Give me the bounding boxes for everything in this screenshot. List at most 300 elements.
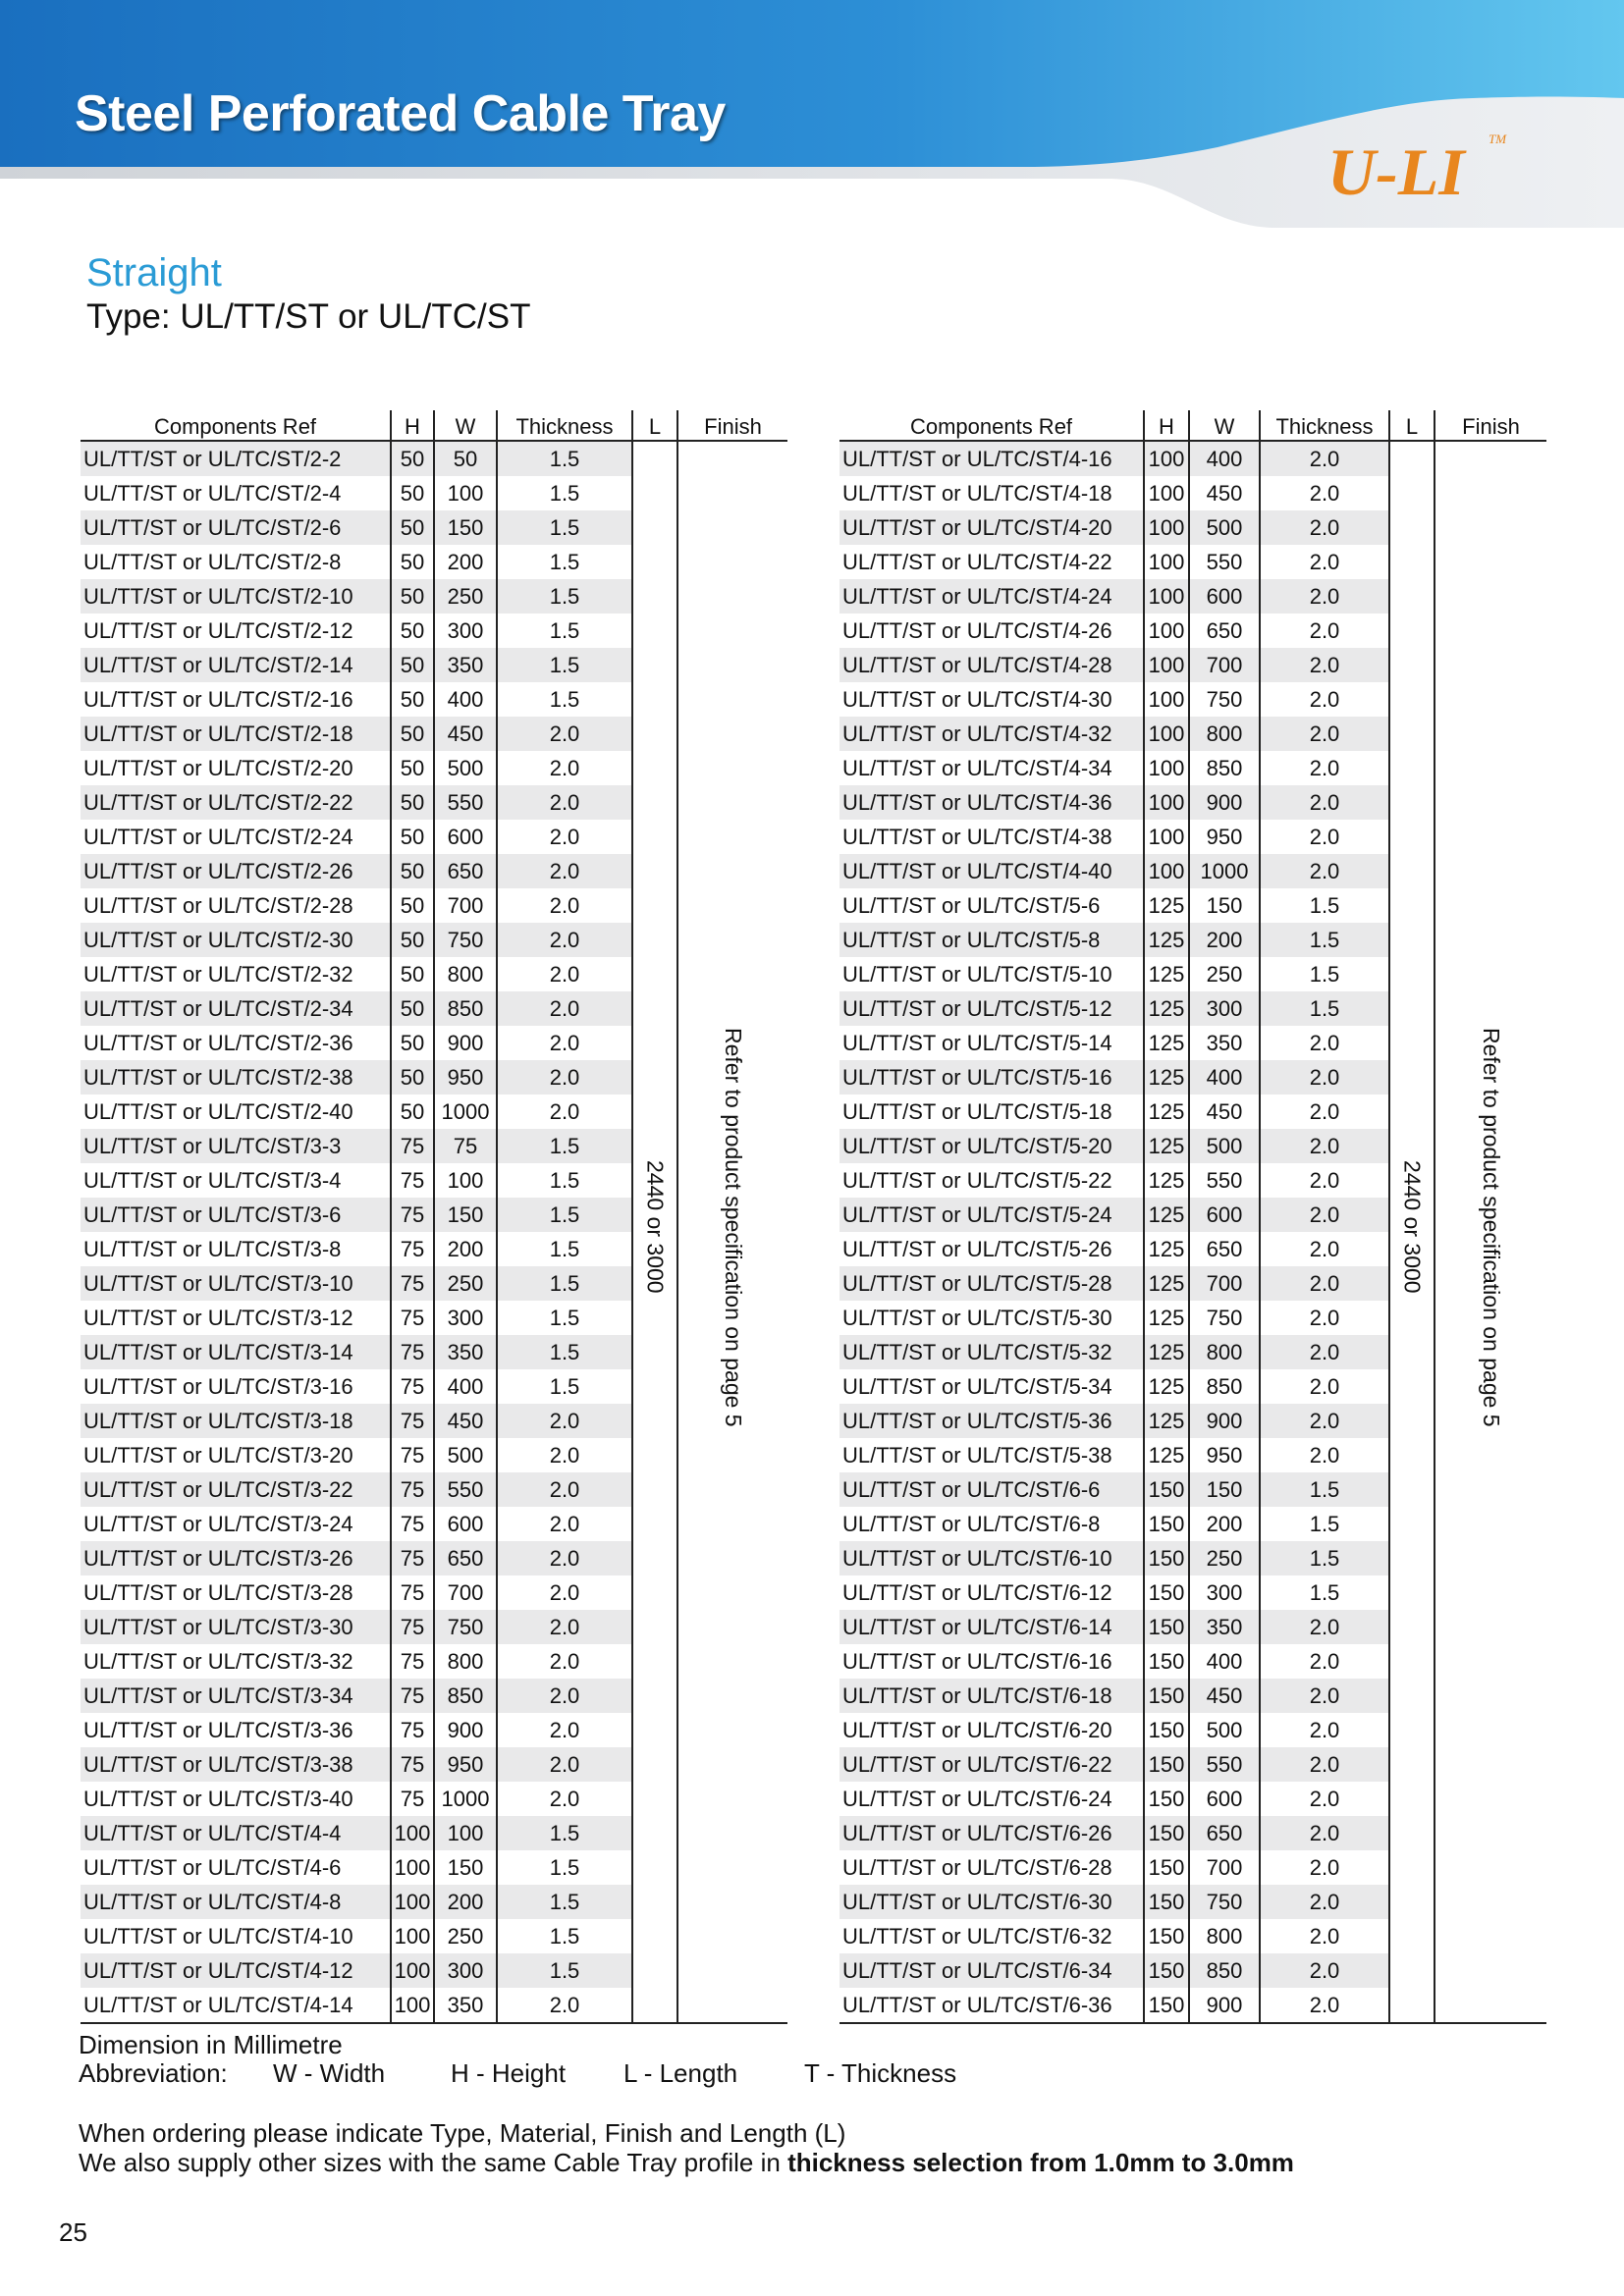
cell-thickness: 1.5 <box>497 545 632 579</box>
cell-h: 50 <box>391 476 434 510</box>
cell-ref: UL/TT/ST or UL/TC/ST/3-16 <box>81 1369 391 1404</box>
cell-thickness: 2.0 <box>497 1747 632 1782</box>
supply-note-bold: thickness selection from 1.0mm to 3.0mm <box>787 2148 1294 2177</box>
cell-thickness: 2.0 <box>1260 614 1389 648</box>
cell-ref: UL/TT/ST or UL/TC/ST/4-28 <box>839 648 1144 682</box>
cell-w: 850 <box>1189 751 1260 785</box>
cell-ref: UL/TT/ST or UL/TC/ST/2-20 <box>81 751 391 785</box>
cell-w: 950 <box>1189 1438 1260 1472</box>
cell-ref: UL/TT/ST or UL/TC/ST/4-12 <box>81 1953 391 1988</box>
dimension-note: Dimension in Millimetre <box>79 2030 343 2059</box>
cell-ref: UL/TT/ST or UL/TC/ST/2-30 <box>81 923 391 957</box>
section-title: Straight <box>86 251 222 294</box>
cell-ref: UL/TT/ST or UL/TC/ST/3-22 <box>81 1472 391 1507</box>
cell-thickness: 1.5 <box>497 1335 632 1369</box>
cell-ref: UL/TT/ST or UL/TC/ST/6-18 <box>839 1679 1144 1713</box>
cell-thickness: 1.5 <box>497 1885 632 1919</box>
cell-w: 750 <box>1189 682 1260 717</box>
cell-h: 125 <box>1144 957 1189 991</box>
cell-ref: UL/TT/ST or UL/TC/ST/5-20 <box>839 1129 1144 1163</box>
cell-ref: UL/TT/ST or UL/TC/ST/3-10 <box>81 1266 391 1301</box>
cell-h: 150 <box>1144 1816 1189 1850</box>
cell-h: 100 <box>1144 854 1189 888</box>
cell-h: 150 <box>1144 1953 1189 1988</box>
cell-w: 950 <box>434 1747 497 1782</box>
cell-ref: UL/TT/ST or UL/TC/ST/6-26 <box>839 1816 1144 1850</box>
cell-w: 300 <box>1189 991 1260 1026</box>
cell-ref: UL/TT/ST or UL/TC/ST/5-28 <box>839 1266 1144 1301</box>
cell-thickness: 2.0 <box>497 751 632 785</box>
cell-ref: UL/TT/ST or UL/TC/ST/2-40 <box>81 1095 391 1129</box>
cell-w: 450 <box>434 1404 497 1438</box>
cell-thickness: 2.0 <box>497 957 632 991</box>
cell-w: 450 <box>434 717 497 751</box>
cell-h: 100 <box>391 1816 434 1850</box>
cell-w: 700 <box>434 888 497 923</box>
cell-h: 75 <box>391 1782 434 1816</box>
cell-w: 850 <box>434 991 497 1026</box>
cell-ref: UL/TT/ST or UL/TC/ST/2-10 <box>81 579 391 614</box>
cell-ref: UL/TT/ST or UL/TC/ST/4-10 <box>81 1919 391 1953</box>
cell-ref: UL/TT/ST or UL/TC/ST/3-26 <box>81 1541 391 1575</box>
cell-thickness: 2.0 <box>497 1541 632 1575</box>
cell-w: 450 <box>1189 476 1260 510</box>
cell-h: 75 <box>391 1163 434 1198</box>
cell-h: 75 <box>391 1610 434 1644</box>
cell-h: 75 <box>391 1232 434 1266</box>
cell-h: 50 <box>391 614 434 648</box>
cell-ref: UL/TT/ST or UL/TC/ST/3-8 <box>81 1232 391 1266</box>
cell-h: 150 <box>1144 1885 1189 1919</box>
cell-thickness: 2.0 <box>497 1713 632 1747</box>
cell-thickness: 1.5 <box>497 1266 632 1301</box>
length-cell <box>632 441 677 2023</box>
cell-h: 125 <box>1144 1060 1189 1095</box>
cell-thickness: 2.0 <box>1260 1232 1389 1266</box>
cell-ref: UL/TT/ST or UL/TC/ST/3-18 <box>81 1404 391 1438</box>
cell-thickness: 2.0 <box>1260 1438 1389 1472</box>
supply-note <box>79 2148 1294 2178</box>
cell-ref: UL/TT/ST or UL/TC/ST/5-10 <box>839 957 1144 991</box>
cell-thickness: 2.0 <box>497 820 632 854</box>
cell-ref: UL/TT/ST or UL/TC/ST/5-34 <box>839 1369 1144 1404</box>
cell-h: 125 <box>1144 1129 1189 1163</box>
cell-thickness: 2.0 <box>497 785 632 820</box>
length-note: 2440 or 3000 <box>1399 1160 1426 1294</box>
cell-w: 200 <box>434 1232 497 1266</box>
cell-w: 550 <box>1189 1747 1260 1782</box>
cell-w: 350 <box>1189 1026 1260 1060</box>
cell-ref: UL/TT/ST or UL/TC/ST/4-34 <box>839 751 1144 785</box>
cell-w: 400 <box>1189 441 1260 476</box>
cell-h: 75 <box>391 1541 434 1575</box>
cell-thickness: 2.0 <box>1260 717 1389 751</box>
cell-ref: UL/TT/ST or UL/TC/ST/4-24 <box>839 579 1144 614</box>
cell-w: 650 <box>434 1541 497 1575</box>
cell-ref: UL/TT/ST or UL/TC/ST/4-6 <box>81 1850 391 1885</box>
cell-w: 650 <box>1189 614 1260 648</box>
cell-w: 200 <box>1189 1507 1260 1541</box>
cell-thickness: 1.5 <box>1260 991 1389 1026</box>
cell-thickness: 2.0 <box>497 1575 632 1610</box>
cell-thickness: 2.0 <box>1260 1644 1389 1679</box>
cell-ref: UL/TT/ST or UL/TC/ST/5-32 <box>839 1335 1144 1369</box>
cell-h: 150 <box>1144 1919 1189 1953</box>
cell-w: 800 <box>1189 1919 1260 1953</box>
cell-ref: UL/TT/ST or UL/TC/ST/6-20 <box>839 1713 1144 1747</box>
cell-thickness: 2.0 <box>1260 1163 1389 1198</box>
col-header-h: H <box>391 410 434 441</box>
cell-w: 250 <box>1189 1541 1260 1575</box>
cell-ref: UL/TT/ST or UL/TC/ST/2-28 <box>81 888 391 923</box>
cell-w: 500 <box>1189 1129 1260 1163</box>
cell-thickness: 2.0 <box>1260 1919 1389 1953</box>
cell-thickness: 1.5 <box>497 1232 632 1266</box>
cell-thickness: 1.5 <box>497 476 632 510</box>
cell-ref: UL/TT/ST or UL/TC/ST/5-6 <box>839 888 1144 923</box>
cell-ref: UL/TT/ST or UL/TC/ST/4-38 <box>839 820 1144 854</box>
cell-ref: UL/TT/ST or UL/TC/ST/4-4 <box>81 1816 391 1850</box>
abbr-height: H - Height <box>451 2058 567 2088</box>
cell-ref: UL/TT/ST or UL/TC/ST/4-22 <box>839 545 1144 579</box>
cell-w: 950 <box>434 1060 497 1095</box>
cell-ref: UL/TT/ST or UL/TC/ST/3-14 <box>81 1335 391 1369</box>
cell-ref: UL/TT/ST or UL/TC/ST/4-40 <box>839 854 1144 888</box>
page-number: 25 <box>59 2217 87 2247</box>
cell-h: 125 <box>1144 888 1189 923</box>
col-header-l: L <box>632 410 677 441</box>
cell-w: 500 <box>434 1438 497 1472</box>
cell-w: 350 <box>434 648 497 682</box>
cell-ref: UL/TT/ST or UL/TC/ST/2-8 <box>81 545 391 579</box>
cell-ref: UL/TT/ST or UL/TC/ST/6-22 <box>839 1747 1144 1782</box>
finish-cell <box>677 441 787 2023</box>
col-header-thickness: Thickness <box>497 410 632 441</box>
cell-h: 50 <box>391 648 434 682</box>
cell-w: 250 <box>434 579 497 614</box>
cell-thickness: 2.0 <box>1260 1713 1389 1747</box>
cell-h: 150 <box>1144 1610 1189 1644</box>
cell-ref: UL/TT/ST or UL/TC/ST/2-6 <box>81 510 391 545</box>
cell-ref: UL/TT/ST or UL/TC/ST/2-2 <box>81 441 391 476</box>
cell-ref: UL/TT/ST or UL/TC/ST/3-6 <box>81 1198 391 1232</box>
cell-thickness: 2.0 <box>1260 785 1389 820</box>
cell-w: 600 <box>434 820 497 854</box>
cell-thickness: 2.0 <box>1260 1747 1389 1782</box>
cell-ref: UL/TT/ST or UL/TC/ST/4-32 <box>839 717 1144 751</box>
cell-ref: UL/TT/ST or UL/TC/ST/4-26 <box>839 614 1144 648</box>
cell-w: 750 <box>1189 1301 1260 1335</box>
cell-h: 75 <box>391 1266 434 1301</box>
cell-w: 900 <box>1189 1988 1260 2023</box>
cell-w: 400 <box>1189 1644 1260 1679</box>
cell-thickness: 2.0 <box>497 1026 632 1060</box>
cell-ref: UL/TT/ST or UL/TC/ST/3-40 <box>81 1782 391 1816</box>
cell-w: 450 <box>1189 1095 1260 1129</box>
col-header-w: W <box>1189 410 1260 441</box>
cell-h: 125 <box>1144 1198 1189 1232</box>
cell-thickness: 1.5 <box>1260 923 1389 957</box>
cell-h: 100 <box>391 1988 434 2023</box>
abbr-thickness: T - Thickness <box>804 2058 957 2088</box>
cell-h: 125 <box>1144 1026 1189 1060</box>
cell-w: 900 <box>434 1026 497 1060</box>
col-header-w: W <box>434 410 497 441</box>
cell-h: 50 <box>391 1026 434 1060</box>
cell-w: 800 <box>1189 1335 1260 1369</box>
trademark-mark: TM <box>1489 132 1507 146</box>
cell-thickness: 1.5 <box>1260 1575 1389 1610</box>
cell-w: 650 <box>434 854 497 888</box>
cell-ref: UL/TT/ST or UL/TC/ST/6-36 <box>839 1988 1144 2023</box>
cell-w: 250 <box>434 1919 497 1953</box>
cell-h: 50 <box>391 717 434 751</box>
length-note: 2440 or 3000 <box>642 1160 669 1294</box>
cell-w: 300 <box>434 1301 497 1335</box>
cell-ref: UL/TT/ST or UL/TC/ST/2-36 <box>81 1026 391 1060</box>
cell-ref: UL/TT/ST or UL/TC/ST/3-28 <box>81 1575 391 1610</box>
cell-h: 75 <box>391 1335 434 1369</box>
cell-h: 100 <box>1144 614 1189 648</box>
cell-thickness: 1.5 <box>497 1369 632 1404</box>
cell-h: 50 <box>391 820 434 854</box>
cell-ref: UL/TT/ST or UL/TC/ST/3-20 <box>81 1438 391 1472</box>
cell-ref: UL/TT/ST or UL/TC/ST/6-24 <box>839 1782 1144 1816</box>
cell-thickness: 2.0 <box>1260 1988 1389 2023</box>
cell-thickness: 2.0 <box>1260 476 1389 510</box>
cell-h: 100 <box>1144 510 1189 545</box>
cell-w: 150 <box>434 1198 497 1232</box>
cell-h: 50 <box>391 1060 434 1095</box>
cell-thickness: 2.0 <box>1260 1953 1389 1988</box>
cell-w: 850 <box>434 1679 497 1713</box>
finish-cell <box>1435 441 1546 2023</box>
col-header-thickness: Thickness <box>1260 410 1389 441</box>
cell-w: 400 <box>434 1369 497 1404</box>
cell-thickness: 2.0 <box>497 1679 632 1713</box>
abbr-length: L - Length <box>623 2058 738 2088</box>
cell-w: 150 <box>434 510 497 545</box>
cell-h: 150 <box>1144 1472 1189 1507</box>
cell-ref: UL/TT/ST or UL/TC/ST/5-38 <box>839 1438 1144 1472</box>
cell-ref: UL/TT/ST or UL/TC/ST/6-32 <box>839 1919 1144 1953</box>
cell-ref: UL/TT/ST or UL/TC/ST/3-30 <box>81 1610 391 1644</box>
cell-ref: UL/TT/ST or UL/TC/ST/6-34 <box>839 1953 1144 1988</box>
cell-w: 200 <box>1189 923 1260 957</box>
supply-note-text: We also supply other sizes with the same Cable Tray profile in <box>79 2148 788 2177</box>
cell-h: 50 <box>391 441 434 476</box>
cell-thickness: 1.5 <box>1260 1507 1389 1541</box>
cell-ref: UL/TT/ST or UL/TC/ST/5-18 <box>839 1095 1144 1129</box>
ordering-note: When ordering please indicate Type, Material, Finish and Length (L) <box>79 2118 846 2148</box>
cell-h: 100 <box>1144 785 1189 820</box>
cell-thickness: 2.0 <box>497 854 632 888</box>
cell-h: 75 <box>391 1679 434 1713</box>
cell-w: 700 <box>1189 648 1260 682</box>
cell-ref: UL/TT/ST or UL/TC/ST/5-14 <box>839 1026 1144 1060</box>
cell-thickness: 2.0 <box>497 1782 632 1816</box>
cell-w: 600 <box>1189 579 1260 614</box>
cell-thickness: 1.5 <box>497 614 632 648</box>
cell-thickness: 2.0 <box>497 1610 632 1644</box>
cell-ref: UL/TT/ST or UL/TC/ST/6-10 <box>839 1541 1144 1575</box>
cell-h: 75 <box>391 1747 434 1782</box>
cell-w: 250 <box>1189 957 1260 991</box>
cell-ref: UL/TT/ST or UL/TC/ST/2-38 <box>81 1060 391 1095</box>
cell-thickness: 1.5 <box>497 648 632 682</box>
cell-ref: UL/TT/ST or UL/TC/ST/3-12 <box>81 1301 391 1335</box>
cell-h: 150 <box>1144 1541 1189 1575</box>
cell-w: 900 <box>1189 1404 1260 1438</box>
cell-thickness: 2.0 <box>1260 854 1389 888</box>
abbreviation-line <box>79 2058 956 2089</box>
cell-h: 75 <box>391 1644 434 1679</box>
cell-h: 125 <box>1144 1163 1189 1198</box>
cell-w: 750 <box>1189 1885 1260 1919</box>
cell-w: 950 <box>1189 820 1260 854</box>
cell-h: 75 <box>391 1129 434 1163</box>
cell-thickness: 2.0 <box>1260 1610 1389 1644</box>
abbreviation-label: Abbreviation: <box>79 2058 228 2088</box>
cell-ref: UL/TT/ST or UL/TC/ST/2-34 <box>81 991 391 1026</box>
cell-h: 150 <box>1144 1713 1189 1747</box>
cell-w: 50 <box>434 441 497 476</box>
cell-thickness: 1.5 <box>497 1816 632 1850</box>
cell-w: 350 <box>434 1335 497 1369</box>
cell-h: 50 <box>391 888 434 923</box>
cell-h: 100 <box>391 1850 434 1885</box>
cell-ref: UL/TT/ST or UL/TC/ST/2-4 <box>81 476 391 510</box>
cell-w: 800 <box>434 957 497 991</box>
cell-ref: UL/TT/ST or UL/TC/ST/3-3 <box>81 1129 391 1163</box>
cell-thickness: 2.0 <box>1260 1266 1389 1301</box>
cell-ref: UL/TT/ST or UL/TC/ST/4-16 <box>839 441 1144 476</box>
cell-h: 75 <box>391 1438 434 1472</box>
cell-w: 550 <box>1189 545 1260 579</box>
cell-thickness: 2.0 <box>497 1472 632 1507</box>
cell-ref: UL/TT/ST or UL/TC/ST/2-18 <box>81 717 391 751</box>
cell-ref: UL/TT/ST or UL/TC/ST/6-6 <box>839 1472 1144 1507</box>
cell-ref: UL/TT/ST or UL/TC/ST/5-26 <box>839 1232 1144 1266</box>
cell-h: 100 <box>391 1885 434 1919</box>
cell-ref: UL/TT/ST or UL/TC/ST/4-36 <box>839 785 1144 820</box>
cell-h: 100 <box>1144 579 1189 614</box>
cell-h: 100 <box>391 1919 434 1953</box>
company-logo: U-LI <box>1327 134 1465 209</box>
cell-thickness: 2.0 <box>1260 1026 1389 1060</box>
type-line: Type: UL/TT/ST or UL/TC/ST <box>86 297 531 336</box>
cell-ref: UL/TT/ST or UL/TC/ST/4-8 <box>81 1885 391 1919</box>
cell-ref: UL/TT/ST or UL/TC/ST/5-16 <box>839 1060 1144 1095</box>
spec-table-right <box>839 410 1546 2024</box>
cell-w: 500 <box>1189 1713 1260 1747</box>
cell-thickness: 1.5 <box>1260 1472 1389 1507</box>
finish-note: Refer to product specification on page 5 <box>721 1027 746 1427</box>
cell-h: 50 <box>391 854 434 888</box>
cell-w: 500 <box>434 751 497 785</box>
cell-ref: UL/TT/ST or UL/TC/ST/5-30 <box>839 1301 1144 1335</box>
cell-w: 750 <box>434 1610 497 1644</box>
cell-w: 300 <box>434 1953 497 1988</box>
cell-thickness: 2.0 <box>1260 1060 1389 1095</box>
cell-w: 300 <box>1189 1575 1260 1610</box>
cell-h: 100 <box>1144 441 1189 476</box>
cell-thickness: 2.0 <box>1260 510 1389 545</box>
cell-thickness: 2.0 <box>497 991 632 1026</box>
cell-h: 50 <box>391 751 434 785</box>
cell-h: 75 <box>391 1404 434 1438</box>
cell-thickness: 2.0 <box>497 1404 632 1438</box>
cell-w: 200 <box>434 545 497 579</box>
cell-w: 650 <box>1189 1232 1260 1266</box>
cell-h: 50 <box>391 923 434 957</box>
cell-h: 150 <box>1144 1988 1189 2023</box>
cell-w: 150 <box>1189 888 1260 923</box>
spec-table-left <box>81 410 787 2024</box>
cell-h: 50 <box>391 991 434 1026</box>
cell-h: 100 <box>1144 545 1189 579</box>
cell-w: 250 <box>434 1266 497 1301</box>
cell-thickness: 2.0 <box>497 1644 632 1679</box>
cell-ref: UL/TT/ST or UL/TC/ST/4-14 <box>81 1988 391 2023</box>
page-title: Steel Perforated Cable Tray <box>75 85 726 142</box>
cell-ref: UL/TT/ST or UL/TC/ST/5-12 <box>839 991 1144 1026</box>
cell-thickness: 2.0 <box>1260 648 1389 682</box>
cell-h: 125 <box>1144 1335 1189 1369</box>
cell-thickness: 2.0 <box>1260 545 1389 579</box>
table-row <box>839 441 1546 476</box>
finish-note: Refer to product specification on page 5 <box>1479 1027 1504 1427</box>
cell-thickness: 1.5 <box>497 441 632 476</box>
cell-thickness: 2.0 <box>1260 579 1389 614</box>
cell-thickness: 1.5 <box>497 1850 632 1885</box>
col-header-ref: Components Ref <box>839 410 1144 441</box>
cell-h: 50 <box>391 1095 434 1129</box>
cell-h: 75 <box>391 1369 434 1404</box>
cell-thickness: 2.0 <box>497 1507 632 1541</box>
cell-thickness: 2.0 <box>1260 820 1389 854</box>
cell-w: 150 <box>434 1850 497 1885</box>
cell-h: 50 <box>391 510 434 545</box>
cell-ref: UL/TT/ST or UL/TC/ST/3-36 <box>81 1713 391 1747</box>
cell-ref: UL/TT/ST or UL/TC/ST/3-4 <box>81 1163 391 1198</box>
cell-w: 100 <box>434 476 497 510</box>
cell-w: 550 <box>1189 1163 1260 1198</box>
cell-w: 550 <box>434 1472 497 1507</box>
cell-w: 850 <box>1189 1369 1260 1404</box>
cell-thickness: 2.0 <box>1260 1335 1389 1369</box>
cell-ref: UL/TT/ST or UL/TC/ST/3-32 <box>81 1644 391 1679</box>
cell-ref: UL/TT/ST or UL/TC/ST/3-34 <box>81 1679 391 1713</box>
col-header-h: H <box>1144 410 1189 441</box>
table-row <box>81 441 787 476</box>
cell-h: 100 <box>1144 648 1189 682</box>
cell-thickness: 2.0 <box>1260 1850 1389 1885</box>
cell-w: 900 <box>434 1713 497 1747</box>
cell-thickness: 1.5 <box>497 1301 632 1335</box>
cell-ref: UL/TT/ST or UL/TC/ST/2-32 <box>81 957 391 991</box>
cell-h: 75 <box>391 1713 434 1747</box>
cell-ref: UL/TT/ST or UL/TC/ST/5-8 <box>839 923 1144 957</box>
cell-w: 100 <box>434 1163 497 1198</box>
cell-w: 900 <box>1189 785 1260 820</box>
cell-w: 800 <box>1189 717 1260 751</box>
cell-h: 50 <box>391 579 434 614</box>
cell-h: 125 <box>1144 923 1189 957</box>
cell-h: 100 <box>1144 476 1189 510</box>
cell-w: 400 <box>434 682 497 717</box>
cell-thickness: 2.0 <box>497 888 632 923</box>
